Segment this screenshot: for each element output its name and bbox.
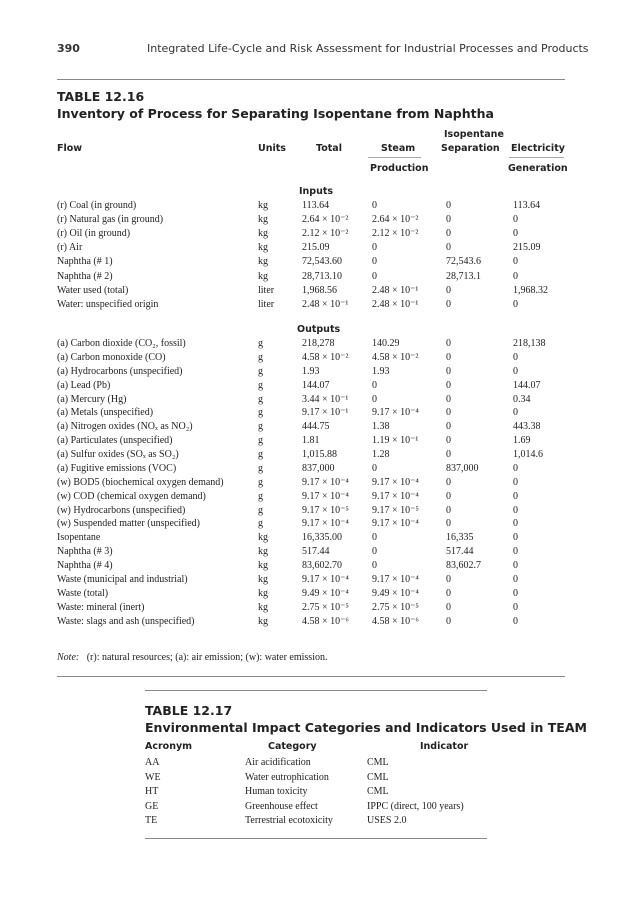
cell-isopentane: 72,543.6 <box>446 256 481 268</box>
page-number: 390 <box>57 42 80 55</box>
cell-total: 9.17 × 10⁻⁴ <box>302 573 349 585</box>
cell-total: 1,015.88 <box>302 449 337 461</box>
cell-steam: 1.19 × 10⁻¹ <box>372 435 419 447</box>
cell-units: kg <box>258 615 268 627</box>
cell-acronym: WE <box>145 771 161 783</box>
cell-steam: 2.48 × 10⁻¹ <box>372 284 419 296</box>
table-row <box>0 574 629 588</box>
cell-flow: (a) Carbon dioxide (CO₂, fossil) <box>57 338 186 349</box>
cell-units: g <box>258 435 263 447</box>
cell-total: 144.07 <box>302 379 330 391</box>
cell-flow: (w) BOD5 (biochemical oxygen demand) <box>57 476 224 488</box>
table-title: Inventory of Process for Separating Isopentane from Naphtha <box>57 106 494 121</box>
table-row <box>0 242 629 256</box>
cell-electricity: 0 <box>513 504 518 516</box>
note-label: Note: <box>57 652 80 663</box>
cell-isopentane: 0 <box>446 573 451 585</box>
cell-flow: Water: unspecified origin <box>57 298 159 310</box>
section-outputs: Outputs <box>297 324 341 335</box>
table-row <box>0 518 629 532</box>
cell-units: g <box>258 518 263 530</box>
table-row <box>0 463 629 477</box>
cell-steam: 2.12 × 10⁻² <box>372 228 419 240</box>
cell-total: 2.12 × 10⁻² <box>302 228 349 240</box>
table-row <box>0 801 629 815</box>
cell-flow: Naphtha (# 4) <box>57 560 113 572</box>
cell-total: 16,335.00 <box>302 532 342 544</box>
cell-flow: (r) Natural gas (in ground) <box>57 214 164 226</box>
cell-flow: (a) Sulfur oxides (SOₓ as SO₂) <box>57 449 179 461</box>
cell-total: 215.09 <box>302 242 330 254</box>
table-row <box>0 477 629 491</box>
cell-isopentane: 0 <box>446 393 451 405</box>
cell-total: 1,968.56 <box>302 284 337 296</box>
cell-total: 517.44 <box>302 546 330 558</box>
cell-steam: 4.58 × 10⁻² <box>372 351 419 363</box>
cell-indicator: CML <box>367 771 389 783</box>
table-row <box>0 421 629 435</box>
table2-bottom-rule <box>145 838 487 839</box>
cell-category: Human toxicity <box>245 786 308 798</box>
cell-electricity: 0 <box>513 214 518 226</box>
cell-flow: (a) Fugitive emissions (VOC) <box>57 462 177 474</box>
cell-category: Air acidification <box>245 757 311 768</box>
cell-isopentane: 0 <box>446 518 451 530</box>
cell-steam: 0 <box>372 256 377 268</box>
table-row <box>0 285 629 299</box>
top-rule <box>57 79 565 80</box>
cell-total: 218,278 <box>302 338 335 349</box>
cell-electricity: 0 <box>513 587 518 599</box>
cell-isopentane: 0 <box>446 242 451 254</box>
cell-steam: 2.64 × 10⁻² <box>372 214 419 226</box>
cell-electricity: 443.38 <box>513 421 541 433</box>
table-row <box>0 505 629 519</box>
cell-flow: Naphtha (# 3) <box>57 546 113 558</box>
cell-steam: 9.49 × 10⁻⁴ <box>372 587 419 599</box>
cell-steam: 0 <box>372 462 377 474</box>
col-header-steam: Steam <box>381 143 416 154</box>
cell-isopentane: 0 <box>446 615 451 627</box>
cell-units: kg <box>258 256 268 268</box>
cell-isopentane: 0 <box>446 407 451 419</box>
cell-electricity: 0 <box>513 601 518 613</box>
table-row <box>0 546 629 560</box>
table-row <box>0 449 629 463</box>
cell-isopentane: 0 <box>446 476 451 488</box>
cell-total: 2.48 × 10⁻¹ <box>302 298 349 310</box>
cell-isopentane: 28,713.1 <box>446 270 481 282</box>
cell-flow: (a) Particulates (unspecified) <box>57 435 173 447</box>
cell-steam: 2.75 × 10⁻⁵ <box>372 601 419 613</box>
table-row <box>0 228 629 242</box>
cell-total: 9.17 × 10⁻⁵ <box>302 504 349 516</box>
cell-flow: (a) Nitrogen oxides (NOₓ as NO₂) <box>57 421 193 433</box>
cell-flow: Naphtha (# 1) <box>57 256 113 268</box>
cell-units: kg <box>258 601 268 613</box>
cell-electricity: 0 <box>513 351 518 363</box>
cell-total: 3.44 × 10⁻¹ <box>302 393 349 405</box>
cell-electricity: 1,014.6 <box>513 449 543 461</box>
cell-electricity: 0 <box>513 573 518 585</box>
cell-total: 2.75 × 10⁻⁵ <box>302 601 349 613</box>
section-inputs: Inputs <box>299 186 334 197</box>
cell-isopentane: 0 <box>446 449 451 461</box>
cell-isopentane: 0 <box>446 228 451 240</box>
cell-units: g <box>258 462 263 474</box>
cell-flow: Waste: mineral (inert) <box>57 601 145 613</box>
cell-flow: (a) Mercury (Hg) <box>57 393 127 405</box>
cell-electricity: 1,968.32 <box>513 284 548 296</box>
cell-isopentane: 83,602.7 <box>446 560 481 572</box>
cell-electricity: 0 <box>513 490 518 502</box>
cell-units: kg <box>258 242 268 254</box>
cell-isopentane: 0 <box>446 365 451 377</box>
cell-flow: (r) Coal (in ground) <box>57 200 137 211</box>
cell-isopentane: 0 <box>446 379 451 391</box>
cell-total: 2.64 × 10⁻² <box>302 214 349 226</box>
cell-electricity: 218,138 <box>513 338 546 349</box>
cell-flow: (a) Metals (unspecified) <box>57 407 154 419</box>
cell-flow: Waste (municipal and industrial) <box>57 573 188 585</box>
col-header-steam-2: Production <box>370 163 429 174</box>
cell-units: liter <box>258 298 275 310</box>
table-row <box>0 214 629 228</box>
col-header-flow: Flow <box>57 143 83 154</box>
cell-units: g <box>258 421 263 433</box>
cell-units: kg <box>258 270 268 282</box>
table-bottom-rule <box>57 676 565 677</box>
cell-steam: 0 <box>372 532 377 544</box>
cell-electricity: 144.07 <box>513 379 541 391</box>
cell-units: g <box>258 407 263 419</box>
cell-electricity: 0 <box>513 546 518 558</box>
cell-isopentane: 0 <box>446 421 451 433</box>
cell-total: 9.17 × 10⁻⁴ <box>302 518 349 530</box>
cell-flow: (w) COD (chemical oxygen demand) <box>57 490 206 502</box>
cell-isopentane: 0 <box>446 200 451 211</box>
cell-isopentane: 0 <box>446 504 451 516</box>
cell-total: 4.58 × 10⁻⁶ <box>302 615 349 627</box>
cell-acronym: TE <box>145 815 158 827</box>
cell-electricity: 0 <box>513 462 518 474</box>
col-header-electricity: Electricity <box>511 143 565 154</box>
cell-steam: 9.17 × 10⁻⁴ <box>372 573 419 585</box>
cell-flow: (r) Air <box>57 242 83 254</box>
cell-steam: 9.17 × 10⁻⁴ <box>372 518 419 530</box>
cell-isopentane: 0 <box>446 284 451 296</box>
cell-indicator: USES 2.0 <box>367 815 407 827</box>
cell-isopentane: 0 <box>446 587 451 599</box>
cell-steam: 0 <box>372 379 377 391</box>
running-title: Integrated Life-Cycle and Risk Assessment for Industrial Processes and Products <box>147 42 589 55</box>
cell-indicator: CML <box>367 786 389 798</box>
cell-total: 83,602.70 <box>302 560 342 572</box>
cell-isopentane: 0 <box>446 298 451 310</box>
cell-electricity: 0.34 <box>513 393 531 405</box>
cell-electricity: 113.64 <box>513 200 541 211</box>
table-row <box>0 380 629 394</box>
table2-top-rule <box>145 690 487 691</box>
table-row <box>0 786 629 800</box>
cell-electricity: 0 <box>513 518 518 530</box>
cell-acronym: GE <box>145 800 159 812</box>
cell-isopentane: 0 <box>446 214 451 226</box>
cell-electricity: 0 <box>513 407 518 419</box>
cell-units: kg <box>258 532 268 544</box>
cell-flow: (w) Suspended matter (unspecified) <box>57 518 201 530</box>
cell-total: 1.81 <box>302 435 320 447</box>
cell-steam: 0 <box>372 200 377 211</box>
cell-steam: 0 <box>372 242 377 254</box>
table-row <box>0 299 629 313</box>
cell-isopentane: 0 <box>446 338 451 349</box>
cell-flow: (a) Hydrocarbons (unspecified) <box>57 365 183 377</box>
cell-acronym: HT <box>145 786 159 798</box>
note-text: (r): natural resources; (a): air emission; (w): water emission. <box>86 652 328 663</box>
table-note <box>57 652 327 663</box>
col-header-generation: Generation <box>508 163 568 174</box>
cell-flow: Naphtha (# 2) <box>57 270 113 282</box>
col-header-units: Units <box>258 143 286 154</box>
cell-steam: 2.48 × 10⁻¹ <box>372 298 419 310</box>
cell-steam: 9.17 × 10⁻⁴ <box>372 476 419 488</box>
cell-units: kg <box>258 546 268 558</box>
cell-indicator: CML <box>367 757 389 768</box>
table-row <box>0 491 629 505</box>
cell-units: kg <box>258 228 268 240</box>
cell-category: Greenhouse effect <box>245 800 318 812</box>
cell-units: g <box>258 379 263 391</box>
cell-electricity: 0 <box>513 615 518 627</box>
table-row <box>0 352 629 366</box>
table-row <box>0 588 629 602</box>
table-row <box>0 815 629 829</box>
cell-electricity: 0 <box>513 560 518 572</box>
cell-flow: (r) Oil (in ground) <box>57 228 131 240</box>
col-header-indicator: Indicator <box>420 741 469 752</box>
table-row <box>0 338 629 352</box>
table-row <box>0 256 629 270</box>
cell-total: 4.58 × 10⁻² <box>302 351 349 363</box>
cell-electricity: 0 <box>513 532 518 544</box>
cell-units: liter <box>258 284 275 296</box>
cell-steam: 140.29 <box>372 338 400 349</box>
cell-steam: 9.17 × 10⁻⁵ <box>372 504 419 516</box>
table-row <box>0 271 629 285</box>
cell-electricity: 1.69 <box>513 435 531 447</box>
cell-units: g <box>258 490 263 502</box>
cell-units: g <box>258 338 263 349</box>
table-row <box>0 602 629 616</box>
cell-steam: 1.38 <box>372 421 390 433</box>
cell-total: 113.64 <box>302 200 330 211</box>
cell-steam: 9.17 × 10⁻⁴ <box>372 407 419 419</box>
cell-flow: Isopentane <box>57 532 101 544</box>
cell-units: g <box>258 504 263 516</box>
cell-isopentane: 0 <box>446 435 451 447</box>
cell-indicator: IPPC (direct, 100 years) <box>367 800 464 812</box>
cell-isopentane: 0 <box>446 351 451 363</box>
cell-flow: (w) Hydrocarbons (unspecified) <box>57 504 186 516</box>
table-row <box>0 560 629 574</box>
cell-units: kg <box>258 560 268 572</box>
cell-steam: 0 <box>372 270 377 282</box>
cell-units: kg <box>258 587 268 599</box>
cell-units: kg <box>258 214 268 226</box>
cell-steam: 0 <box>372 393 377 405</box>
cell-isopentane: 0 <box>446 490 451 502</box>
cell-electricity: 0 <box>513 365 518 377</box>
cell-total: 9.17 × 10⁻⁴ <box>302 490 349 502</box>
cell-total: 9.49 × 10⁻⁴ <box>302 587 349 599</box>
cell-electricity: 0 <box>513 476 518 488</box>
cell-units: g <box>258 351 263 363</box>
cell-electricity: 0 <box>513 298 518 310</box>
cell-units: g <box>258 365 263 377</box>
table-row <box>0 772 629 786</box>
cell-electricity: 0 <box>513 256 518 268</box>
cell-total: 9.17 × 10⁻⁴ <box>302 476 349 488</box>
cell-steam: 9.17 × 10⁻⁴ <box>372 490 419 502</box>
cell-flow: Water used (total) <box>57 284 129 296</box>
cell-total: 28,713.10 <box>302 270 342 282</box>
table2-label: TABLE 12.17 <box>145 703 233 718</box>
cell-isopentane: 837,000 <box>446 462 479 474</box>
cell-steam: 4.58 × 10⁻⁶ <box>372 615 419 627</box>
cell-category: Terrestrial ecotoxicity <box>245 815 333 827</box>
table-row <box>0 394 629 408</box>
header-rule <box>368 157 421 158</box>
cell-acronym: AA <box>145 757 160 768</box>
table-row <box>0 435 629 449</box>
cell-isopentane: 0 <box>446 601 451 613</box>
col-header-acronym: Acronym <box>145 741 193 752</box>
cell-total: 837,000 <box>302 462 335 474</box>
col-header-separation: Separation <box>441 143 500 154</box>
cell-units: g <box>258 393 263 405</box>
cell-steam: 0 <box>372 546 377 558</box>
cell-flow: (a) Carbon monoxide (CO) <box>57 351 166 363</box>
cell-steam: 1.93 <box>372 365 390 377</box>
cell-total: 444.75 <box>302 421 330 433</box>
cell-flow: Waste: slags and ash (unspecified) <box>57 615 195 627</box>
cell-category: Water eutrophication <box>245 771 329 783</box>
col-header-isopentane: Isopentane <box>444 129 504 140</box>
table-row <box>0 532 629 546</box>
cell-steam: 0 <box>372 560 377 572</box>
table-row <box>0 366 629 380</box>
cell-total: 72,543.60 <box>302 256 342 268</box>
table-row <box>0 200 629 214</box>
cell-units: kg <box>258 573 268 585</box>
header-rule <box>509 157 564 158</box>
cell-units: kg <box>258 200 268 211</box>
cell-flow: Waste (total) <box>57 587 109 599</box>
cell-steam: 1.28 <box>372 449 390 461</box>
table-row <box>0 407 629 421</box>
table-row <box>0 757 629 771</box>
cell-flow: (a) Lead (Pb) <box>57 379 111 391</box>
table-row <box>0 616 629 630</box>
cell-total: 9.17 × 10⁻¹ <box>302 407 349 419</box>
cell-electricity: 0 <box>513 228 518 240</box>
table-label: TABLE 12.16 <box>57 89 145 104</box>
cell-electricity: 215.09 <box>513 242 541 254</box>
cell-units: g <box>258 476 263 488</box>
cell-units: g <box>258 449 263 461</box>
cell-electricity: 0 <box>513 270 518 282</box>
col-header-total: Total <box>316 143 342 154</box>
cell-isopentane: 517.44 <box>446 546 474 558</box>
table2-title: Environmental Impact Categories and Indicators Used in TEAM <box>145 720 587 735</box>
cell-total: 1.93 <box>302 365 320 377</box>
col-header-category: Category <box>268 741 317 752</box>
cell-isopentane: 16,335 <box>446 532 474 544</box>
